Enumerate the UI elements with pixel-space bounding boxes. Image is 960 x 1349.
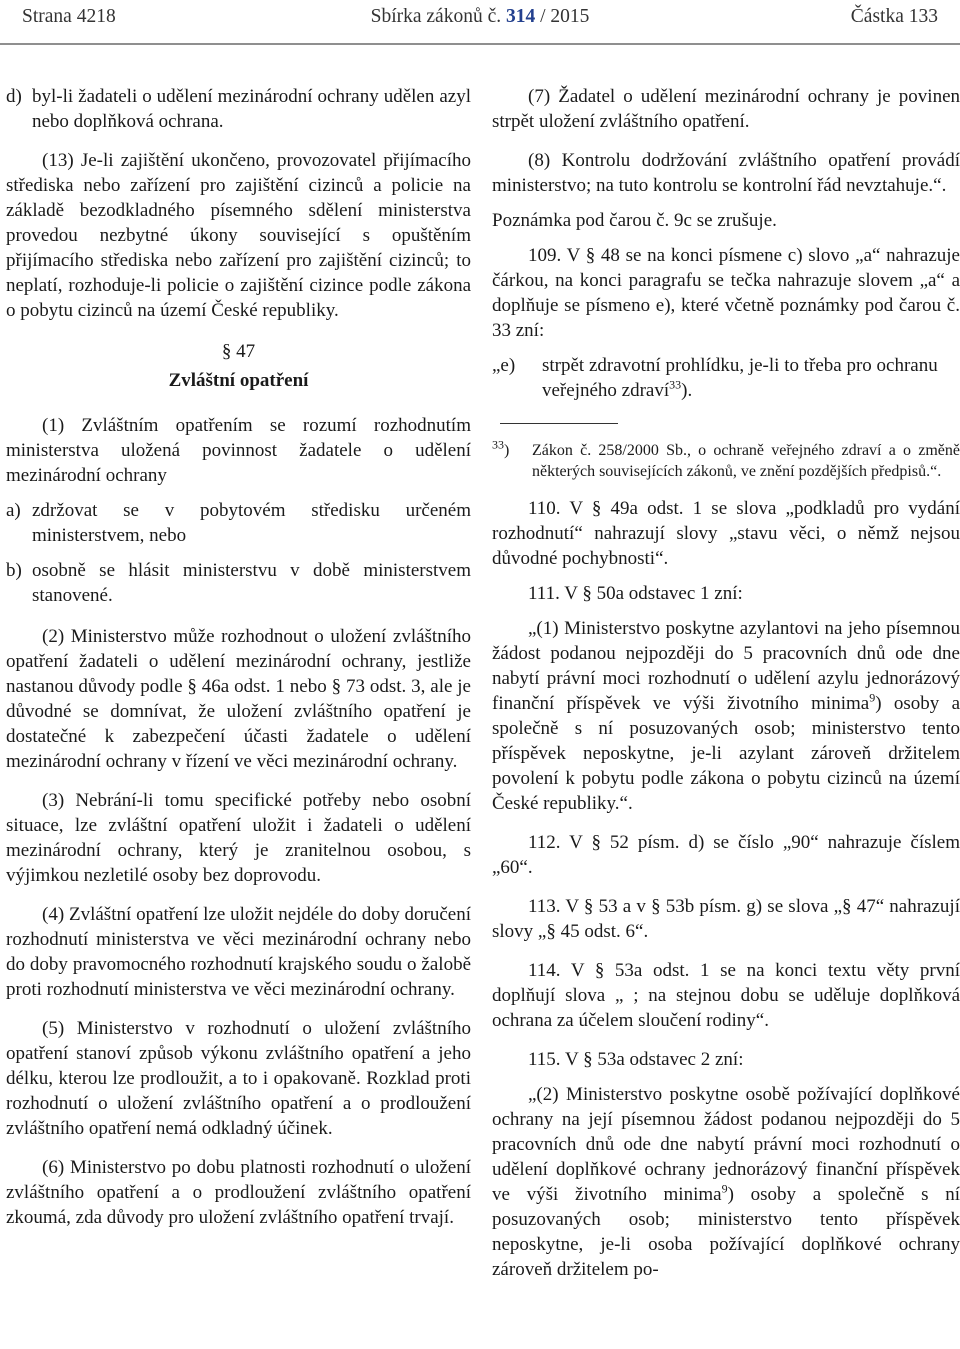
paragraph-7: (7) Žadatel o udělení mezinárodní ochrany je povinen strpět uložení zvláštního opatření. [492, 86, 960, 132]
item-label: b) [6, 560, 22, 581]
quote-label: „e) [492, 355, 516, 376]
amendment-112: 112. V § 52 písm. d) se číslo „90“ nahrazuje číslem „60“. [492, 832, 960, 878]
paragraph-6: (6) Ministerstvo po dobu platnosti rozhodnutí o uložení zvláštního opatření a o prodloužení zvláštního opatření zkoumá, zda důvody pro uložení zvláštního opatření trvají. [6, 1157, 471, 1228]
footnote [492, 437, 960, 482]
amendment-111: 111. V § 50a odstavec 1 zní: [528, 583, 743, 604]
header-divider [0, 43, 960, 45]
quote-body: „(1) Ministerstvo poskytne azylantovi na jeho písemnou žádost podanou nejpozději do 5 pracovních dnů ode dne nabytí právní moci rozhodnutí o udělení azylu jednorázový finanční příspěvek ve výši životního minima [492, 618, 960, 714]
amendment-113: 113. V § 53 a v § 53b písm. g) se slova „§ 47“ nahrazují slovy „§ 45 odst. 6“. [492, 896, 960, 942]
quoted-paragraph [492, 616, 960, 816]
list-item [6, 84, 471, 134]
amendment-109: 109. V § 48 se na konci písmene c) slovo „a“ nahrazuje čárkou, na konci paragrafu se tečka nahrazuje slovem „a“ a doplňuje se písmeno e), které včetně poznámky pod čarou č. 33 zní: [492, 245, 960, 341]
collection-prefix: Sbírka zákonů č. [370, 6, 502, 27]
footnote-divider [500, 423, 618, 424]
collection-year: / 2015 [540, 6, 590, 27]
quote-body: „(2) Ministerstvo poskytne osobě požívající doplňkové ochrany na její písemnou žádost podanou nejpozději do 5 pracovních dnů ode dne nabytí právní moci rozhodnutí o udělení doplňkové ochrany jednorázový finanční příspěvek ve výši životního minima [492, 1084, 960, 1205]
quote-end: ). [681, 380, 693, 401]
paragraph-4: (4) Zvláštní opatření lze uložit nejdéle do doby doručení rozhodnutí ministerstva ve věci mezinárodní ochrany nebo do doby pravomocného rozhodnutí krajského soudu o žalobě proti rozhodnutí ministerstva ve věci mezinárodní ochrany. [6, 904, 471, 1000]
paragraph-5: (5) Ministerstvo v rozhodnutí o uložení zvláštního opatření stanoví způsob výkonu zvláštního opatření a jeho délku, kterou lze prodloužit, a to i opakovaně. Rozklad proti rozhodnutí o uložení zvláštního opatření a o prodloužení zvláštního opatření nemá odkladný účinek. [6, 1018, 471, 1139]
amendment-110: 110. V § 49a odst. 1 se slova „podkladů pro vydání rozhodnutí“ nahrazují slovy „stavu věci, o němž nejsou důvodné pochybnosti“. [492, 498, 960, 569]
section-number: § 47 [221, 341, 256, 362]
item-text: byl-li žadateli o udělení mezinárodní ochrany udělen azyl nebo doplňková ochrana. [32, 86, 471, 132]
item-label: a) [6, 500, 21, 521]
page-number: Strana 4218 [22, 6, 116, 27]
footnote-ref: 33 [669, 377, 682, 392]
collection-number: 314 [505, 6, 536, 27]
paragraph-13: (13) Je-li zajištění ukončeno, provozovatel přijímacího střediska nebo zařízení pro zajištění cizinců a policie na základě bezodkladného písemného sdělení ministerstva provedou nezbytné úkony související s opuštěním přijímacího střediska nebo zařízení pro zajištění cizinců; to neplatí, rozhoduje-li policie o zajištění cizince podle zákona o pobytu cizinců na území České republiky. [6, 150, 471, 321]
quoted-provision [492, 353, 960, 403]
paragraph-3: (3) Nebrání-li tomu specifické potřeby nebo osobní situace, lze zvláštní opatření uložit i žadateli o udělení mezinárodní ochrany, který je zranitelnou osobou, s výjimkou nezletilé osoby bez doprovodu. [6, 790, 471, 886]
item-text: osobně se hlásit ministerstvu v době ministerstvem stanovené. [32, 560, 471, 606]
collection-title [22, 6, 938, 28]
quote-end: ) osoby a společně s ní posuzovaných osob; ministerstvo tento příspěvek neposkytne, je-li azylant zároveň držitelem povolení k pobytu podle zákona o pobytu cizinců na území České republiky.“. [492, 693, 960, 814]
amendment-115: 115. V § 53a odstavec 2 zní: [528, 1049, 744, 1070]
footnote-ref: 9 [721, 1181, 728, 1196]
quote-body: strpět zdravotní prohlídku, je-li to třeba pro ochranu veřejného zdraví [542, 355, 938, 401]
paragraph-8: (8) Kontrolu dodržování zvláštního opatření provádí ministerstvo; na tuto kontrolu se kontrolní řád nevztahuje.“. [492, 150, 960, 196]
footnote-ref: 9 [869, 690, 876, 705]
section-title: Zvláštní opatření [168, 370, 309, 391]
amendment-114: 114. V § 53a odst. 1 se na konci textu věty první doplňují slova „ ; na stejnou dobu se uděluje doplňková ochrana za účelem sloučení rodiny“. [492, 960, 960, 1031]
footnote-number: 33 [492, 437, 504, 452]
page-header [22, 4, 938, 32]
footnote-text: Zákon č. 258/2000 Sb., o ochraně veřejného zdraví a o změně některých souvisejících zákonů, ve znění pozdějších předpisů.“. [532, 442, 960, 480]
paragraph-1: (1) Zvláštním opatřením se rozumí rozhodnutím ministerstva uložená povinnost žadatele o udělení mezinárodní ochrany [6, 415, 471, 486]
quoted-paragraph [492, 1082, 960, 1282]
item-text: zdržovat se v pobytovém středisku určeném ministerstvem, nebo [32, 500, 471, 546]
part-number: Částka 133 [850, 6, 938, 27]
footnote-label: $^{33}$) [492, 437, 510, 459]
footnote-removal-note: Poznámka pod čarou č. 9c se zrušuje. [492, 210, 777, 231]
item-label: d) [6, 86, 22, 107]
right-column [492, 84, 960, 1296]
quote-end: ) osoby a společně s ní posuzovaných osob; ministerstvo tento příspěvek neposkytne, je-li osoba požívající doplňkové ochrany zároveň držitelem po- [492, 1184, 960, 1280]
list-item [6, 558, 471, 608]
quote-text [542, 353, 960, 403]
left-column [6, 84, 471, 1244]
paragraph-2: (2) Ministerstvo může rozhodnout o uložení zvláštního opatření žadateli o udělení mezinárodní ochrany, jestliže nastanou důvody podle § 46a odst. 1 nebo § 73 odst. 3, ale je důvodné se domnívat, že uložení zvláštního opatření je dostatečné k zabezpečení účasti žadatele o udělení mezinárodní ochrany v řízení ve věci mezinárodní ochrany. [6, 626, 471, 772]
list-item [6, 498, 471, 548]
